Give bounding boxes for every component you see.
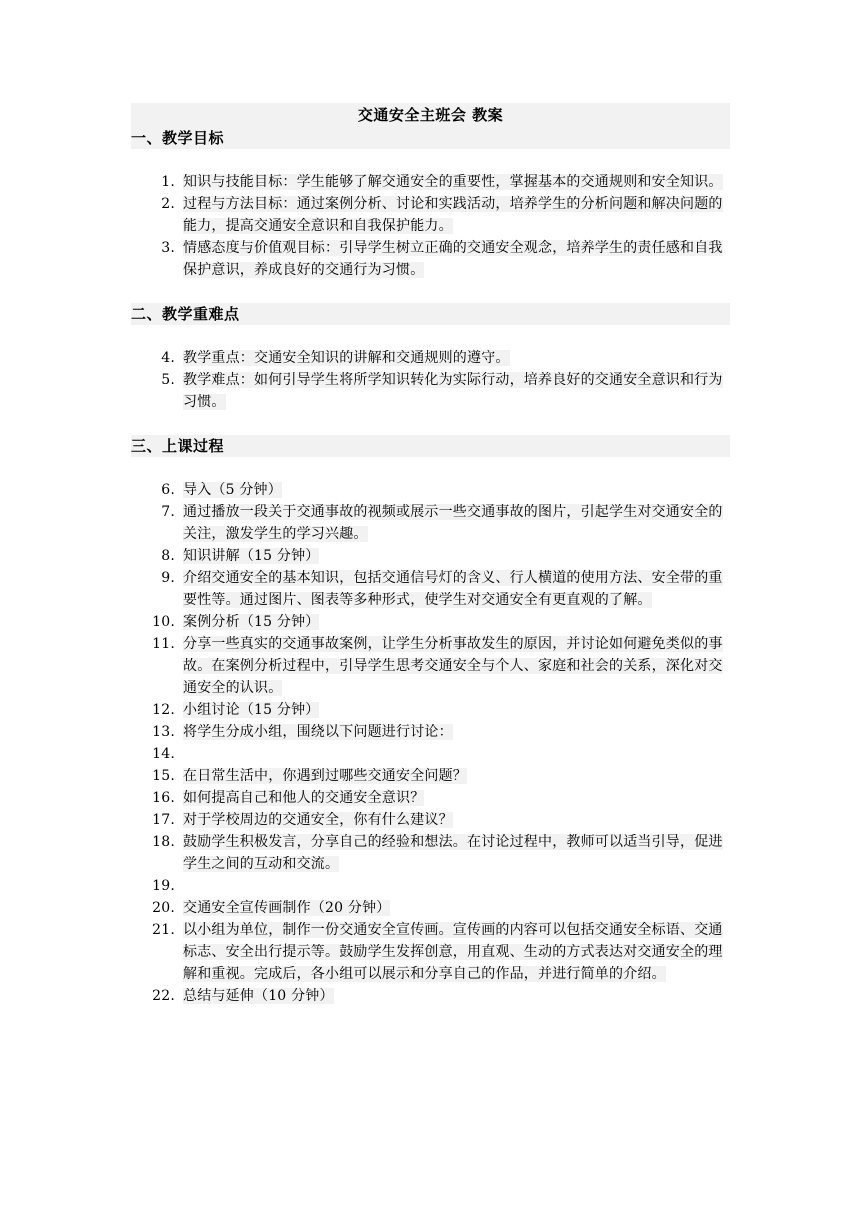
list-item: [131, 831, 730, 875]
list-item: [131, 699, 730, 721]
list-item: [131, 501, 730, 545]
list-item-number: 4.: [161, 350, 175, 366]
list-item-text: 在日常生活中，你遇到过哪些交通安全问题？: [183, 768, 467, 784]
list-item-number: 13.: [152, 724, 175, 740]
document-title: 交通安全主班会 教案: [131, 103, 730, 127]
list-item: [131, 237, 730, 281]
list-item-number: 20.: [152, 900, 175, 916]
list-item-text: 通过播放一段关于交通事故的视频或展示一些交通事故的图片，引起学生对交通安全的关注，激发学生的学习兴趣。: [183, 504, 723, 542]
list-item: [131, 721, 730, 743]
list-item: [131, 919, 730, 985]
list-item-number: 5.: [161, 372, 175, 388]
list-item: [131, 787, 730, 809]
list-item: [131, 347, 730, 369]
list-item-empty: [131, 875, 730, 897]
list-item-text: 导入（5 分钟）: [183, 482, 282, 498]
list-item-number: 18.: [152, 834, 175, 850]
class-process-list: [131, 479, 730, 1007]
list-item-text: 教学难点：如何引导学生将所学知识转化为实际行动，培养良好的交通安全意识和行为习惯。: [183, 372, 723, 410]
list-item-text: 情感态度与价值观目标：引导学生树立正确的交通安全观念，培养学生的责任感和自我保护意识，养成良好的交通行为习惯。: [183, 240, 723, 278]
list-item-text: 介绍交通安全的基本知识，包括交通信号灯的含义、行人横道的使用方法、安全带的重要性等。通过图片、图表等多种形式，使学生对交通安全有更直观的了解。: [183, 570, 723, 608]
list-item-number: 2.: [161, 196, 175, 212]
list-item-number: 9.: [161, 570, 175, 586]
list-item-text: 教学重点：交通安全知识的讲解和交通规则的遵守。: [183, 350, 510, 366]
list-item-text: 知识与技能目标：学生能够了解交通安全的重要性，掌握基本的交通规则和安全知识。: [183, 174, 723, 190]
list-item-text: 鼓励学生积极发言，分享自己的经验和想法。在讨论过程中，教师可以适当引导，促进学生之间的互动和交流。: [183, 834, 723, 872]
key-points-list: [131, 347, 730, 413]
list-item-text: 如何提高自己和他人的交通安全意识？: [183, 790, 425, 806]
objectives-list: [131, 171, 730, 281]
list-item-text: 交通安全宣传画制作（20 分钟）: [183, 900, 391, 916]
list-item: [131, 171, 730, 193]
list-item: [131, 193, 730, 237]
document-page: [131, 103, 730, 1007]
list-item: [131, 765, 730, 787]
list-item-number: 7.: [161, 504, 175, 520]
list-item: [131, 897, 730, 919]
list-item-text: 案例分析（15 分钟）: [183, 614, 320, 630]
list-item-number: 10.: [152, 614, 175, 630]
list-item-text: 过程与方法目标：通过案例分析、讨论和实践活动，培养学生的分析问题和解决问题的能力，提高交通安全意识和自我保护能力。: [183, 196, 723, 234]
list-item-text: 分享一些真实的交通事故案例，让学生分析事故发生的原因，并讨论如何避免类似的事故。在案例分析过程中，引导学生思考交通安全与个人、家庭和社会的关系，深化对交通安全的认识。: [183, 636, 723, 696]
list-item-text: 小组讨论（15 分钟）: [183, 702, 320, 718]
list-item: [131, 611, 730, 633]
list-item-number: 6.: [161, 482, 175, 498]
list-item-number: 22.: [152, 988, 175, 1004]
list-item-number: 17.: [152, 812, 175, 828]
list-item: [131, 567, 730, 611]
list-item-number: 3.: [161, 240, 175, 256]
list-item-number: 12.: [152, 702, 175, 718]
list-item-number: 21.: [152, 922, 175, 938]
list-item: [131, 809, 730, 831]
list-item: [131, 985, 730, 1007]
list-item: [131, 479, 730, 501]
list-item-number: 19.: [152, 878, 175, 894]
section-heading-class-process: 三、上课过程: [131, 435, 730, 457]
list-item-number: 16.: [152, 790, 175, 806]
section-heading-objectives: 一、教学目标: [131, 127, 730, 149]
list-item: [131, 633, 730, 699]
list-item-number: 8.: [161, 548, 175, 564]
list-item-text: 知识讲解（15 分钟）: [183, 548, 320, 564]
list-item: [131, 369, 730, 413]
list-item-text: 将学生分成小组，围绕以下问题进行讨论：: [183, 724, 453, 740]
list-item: [131, 545, 730, 567]
list-item-number: 15.: [152, 768, 175, 784]
list-item-text: 对于学校周边的交通安全，你有什么建议？: [183, 812, 453, 828]
list-item-number: 11.: [152, 636, 175, 652]
list-item-text: 总结与延伸（10 分钟）: [183, 988, 334, 1004]
section-heading-key-points: 二、教学重难点: [131, 303, 730, 325]
list-item-text: 以小组为单位，制作一份交通安全宣传画。宣传画的内容可以包括交通安全标语、交通标志、安全出行提示等。鼓励学生发挥创意，用直观、生动的方式表达对交通安全的理解和重视。完成后，各小组可以展示和分享自己的作品，并进行简单的介绍。: [183, 922, 723, 982]
list-item-number: 14.: [152, 746, 175, 762]
list-item-number: 1.: [161, 174, 175, 190]
list-item-empty: [131, 743, 730, 765]
